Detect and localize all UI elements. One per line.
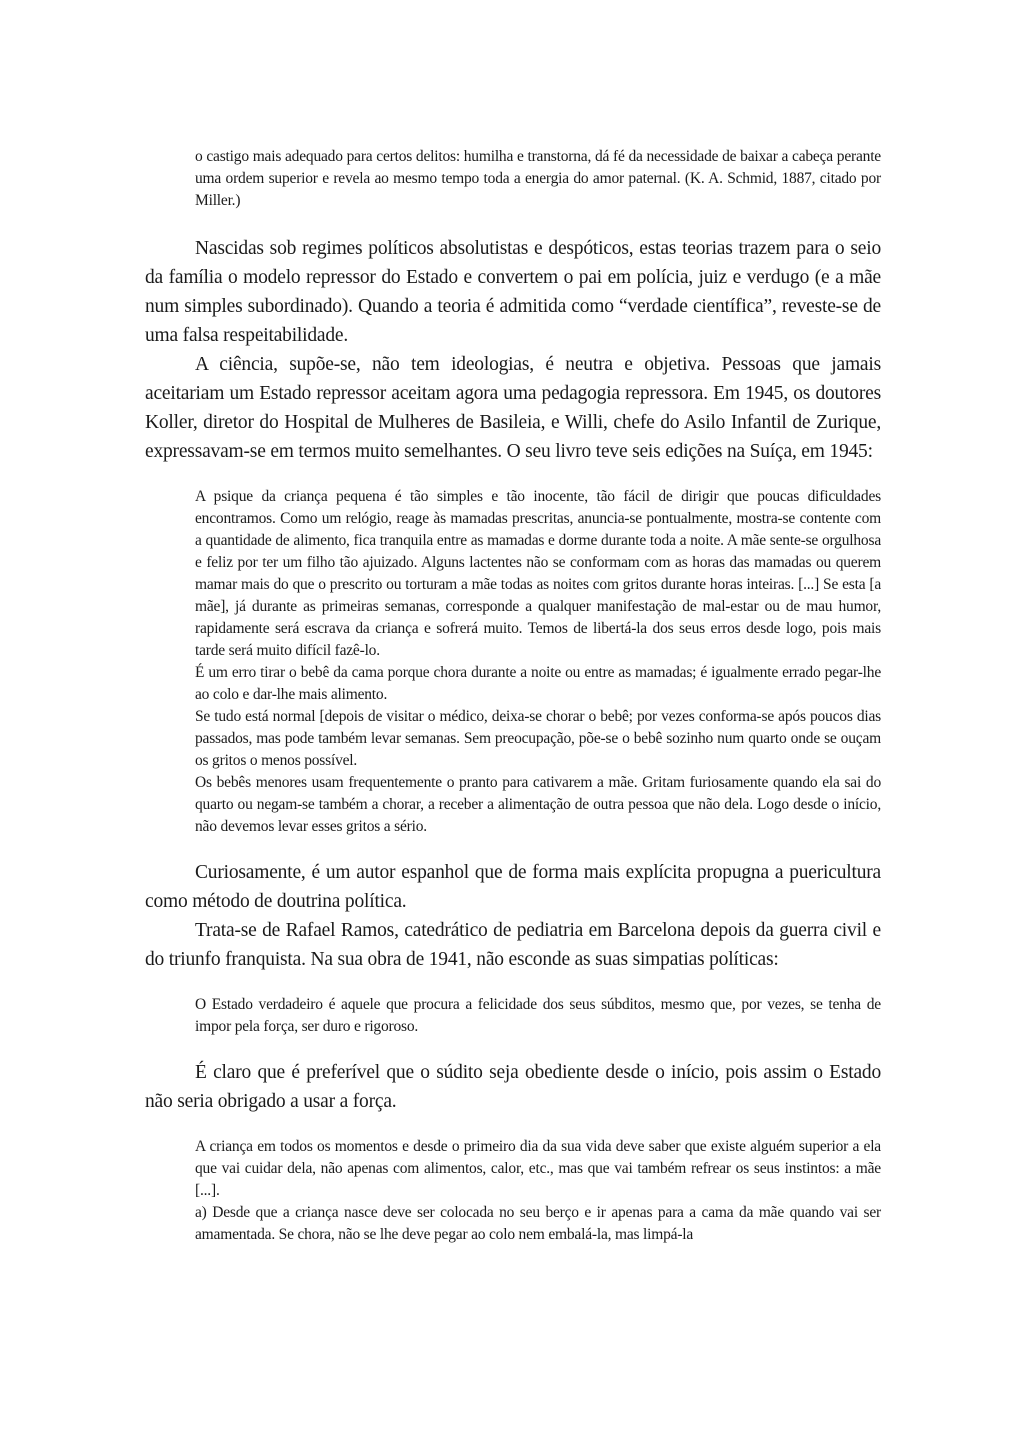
body-paragraph: Curiosamente, é um autor espanhol que de forma mais explícita propugna a puericultura como método de doutrina política. [145, 862, 881, 912]
quote-paragraph: É um erro tirar o bebê da cama porque chora durante a noite ou entre as mamadas; é igualmente errado pegar-lhe ao colo e dar-lhe mais alimento. [195, 664, 881, 703]
quote-paragraph: Os bebês menores usam frequentemente o pranto para cativarem a mãe. Gritam furiosamente quando ela sai do quarto ou negam-se também a chorar, a receber a alimentação de outra pessoa que não dela. Logo desde o início, não devemos levar esses gritos a sério. [195, 774, 881, 835]
quote-paragraph: a) Desde que a criança nasce deve ser colocada no seu berço e ir apenas para a cama da mãe quando vai ser amamentada. Se chora, não se lhe deve pegar ao colo nem embalá-la, mas limpá-la [195, 1204, 881, 1243]
body-section [145, 858, 881, 974]
block-quote [195, 994, 881, 1038]
body-paragraph: Trata-se de Rafael Ramos, catedrático de pediatria em Barcelona depois da guerra civil e do triunfo franquista. Na sua obra de 1941, não esconde as suas simpatias políticas: [145, 920, 881, 970]
quote-paragraph: Se tudo está normal [depois de visitar o médico, deixa-se chorar o bebê; por vezes conforma-se após poucos dias passados, mas pode também levar semanas. Sem preocupação, põe-se o bebê sozinho num quarto onde se ouçam os gritos o menos possível. [195, 708, 881, 769]
body-paragraph: É claro que é preferível que o súdito seja obediente desde o início, pois assim o Estado não seria obrigado a usar a força. [145, 1062, 881, 1112]
page-content [145, 146, 881, 1246]
quote-paragraph: o castigo mais adequado para certos delitos: humilha e transtorna, dá fé da necessidade de baixar a cabeça perante uma ordem superior e revela ao mesmo tempo toda a energia do amor paternal. (K. A. Schmid, 1887, citado por Miller.) [195, 148, 881, 209]
quote-paragraph: A psique da criança pequena é tão simples e tão inocente, tão fácil de dirigir que poucas dificuldades encontramos. Como um relógio, reage às mamadas prescritas, anuncia-se pontualmente, mostra-se contente com a quantidade de alimento, fica tranquila entre as mamadas e dorme durante toda a noite. A mãe sente-se orgulhosa e feliz por ter um filho tão ajuizado. Alguns lactentes não se conformam com as horas das mamadas ou querem mamar mais do que o prescrito ou torturam a mãe todas as noites com gritos durante horas inteiras. [...] Se esta [a mãe], já durante as primeiras semanas, corresponde a qualquer manifestação de mal-estar ou de mau humor, rapidamente será escrava da criança e sofrerá muito. Temos de libertá-la dos seus erros desde logo, pois mais tarde será muito difícil fazê-lo. [195, 488, 881, 659]
body-paragraph: A ciência, supõe-se, não tem ideologias, é neutra e objetiva. Pessoas que jamais aceitariam um Estado repressor aceitam agora uma pedagogia repressora. Em 1945, os doutores Koller, diretor do Hospital de Mulheres de Basileia, e Willi, chefe do Asilo Infantil de Zurique, expressavam-se em termos muito semelhantes. O seu livro teve seis edições na Suíça, em 1945: [145, 354, 881, 462]
quote-paragraph: A criança em todos os momentos e desde o primeiro dia da sua vida deve saber que existe alguém superior a ela que vai cuidar dela, não apenas com alimentos, calor, etc., mas que vai também refrear os seus instintos: a mãe [...]. [195, 1138, 881, 1199]
block-quote [195, 1136, 881, 1246]
quote-paragraph: O Estado verdadeiro é aquele que procura a felicidade dos seus súbditos, mesmo que, por vezes, se tenha de impor pela força, ser duro e rigoroso. [195, 996, 881, 1035]
body-section [145, 1058, 881, 1116]
block-quote [195, 486, 881, 838]
body-paragraph: Nascidas sob regimes políticos absolutistas e despóticos, estas teorias trazem para o seio da família o modelo repressor do Estado e convertem o pai em polícia, juiz e verdugo (e a mãe num simples subordinado). Quando a teoria é admitida como “verdade científica”, reveste-se de uma falsa respeitabilidade. [145, 238, 881, 346]
body-section [145, 234, 881, 466]
block-quote [195, 146, 881, 212]
